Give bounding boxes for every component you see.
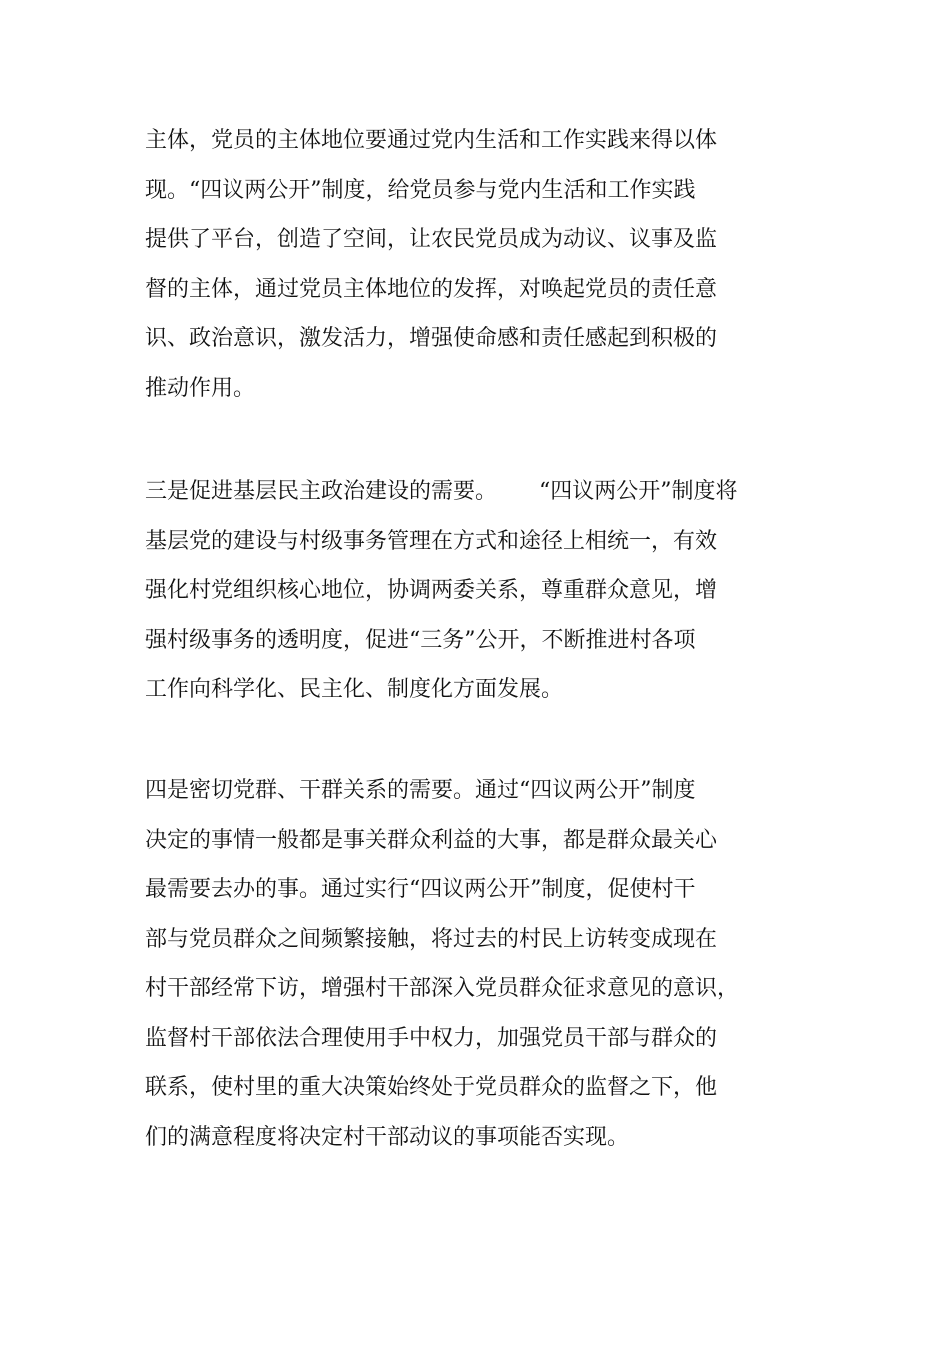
paragraph-grassroots-democracy: [145, 467, 737, 715]
text-line: 基层党的建设与村级事务管理在方式和途径上相统一，有效: [145, 528, 718, 554]
text-line: 主体，党员的主体地位要通过党内生活和工作实践来得以体: [145, 128, 718, 153]
text-line: 村干部经常下访，增强村干部深入党员群众征求意见的意识，: [145, 976, 740, 1001]
text-line: 决定的事情一般都是事关群众利益的大事，都是群众最关心: [145, 827, 718, 853]
text-line: 强化村党组织核心地位，协调两委关系，尊重群众意见，增: [145, 578, 718, 603]
text-line: 们的满意程度将决定村干部动议的事项能否实现。: [145, 1124, 630, 1150]
text-line: 最需要去办的事。通过实行“四议两公开”制度，促使村干: [145, 877, 696, 902]
text-line: 识、政治意识，激发活力，增强使命感和责任感起到积极的: [145, 326, 718, 351]
text-line: 部与党员群众之间频繁接触，将过去的村民上访转变成现在: [145, 926, 718, 952]
text-line: 联系，使村里的重大决策始终处于党员群众的监督之下，他: [145, 1075, 718, 1100]
paragraph-party-masses-relations: [145, 766, 739, 1162]
text-line: 强村级事务的透明度，促进“三务”公开，不断推进村各项: [145, 627, 696, 653]
text-line: 推动作用。: [145, 375, 256, 401]
text-line: 督的主体，通过党员主体地位的发挥，对唤起党员的责任意: [145, 276, 718, 302]
text-line: 监督村干部依法合理使用手中权力，加强党员干部与群众的: [145, 1025, 718, 1051]
text-line: 四是密切党群、干群关系的需要。通过“四议两公开”制度: [145, 778, 696, 803]
text-line: 工作向科学化、民主化、制度化方面发展。: [145, 677, 564, 702]
text-line: 现。“四议两公开”制度，给党员参与党内生活和工作实践: [145, 177, 696, 203]
text-line: 三是促进基层民主政治建设的需要。 “四议两公开”制度将: [145, 479, 738, 504]
text-line: 提供了平台，创造了空间，让农民党员成为动议、议事及监: [145, 227, 718, 252]
paragraph-party-member-subject: [145, 116, 717, 413]
